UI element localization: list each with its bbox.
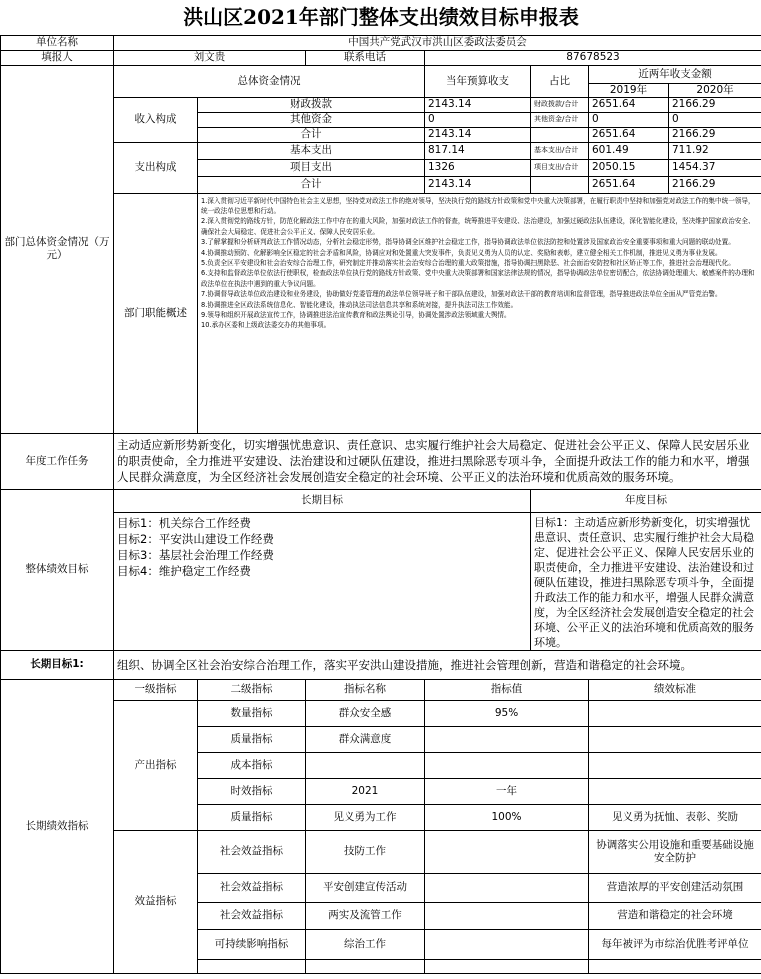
expense-ratio: 基本支出/合计: [531, 142, 589, 159]
expense-budget: 817.14: [425, 142, 531, 159]
long-goal-list: [114, 512, 531, 650]
page-title: 洪山区2021年部门整体支出绩效目标申报表: [1, 0, 761, 35]
indicator-value: [425, 830, 589, 873]
output-indicator-label: 产出指标: [114, 700, 198, 830]
indicators-section-label: 长期绩效指标: [1, 679, 114, 973]
year-goal-text: 目标1：主动适应新形势新变化，切实增强忧患意识、责任意识、忠实履行维护社会大局稳定、促进社会公平正义、保障人民安居乐业的职责使命，全力推进平安建设、法治建设和过硬队伍建设，推进扫黑除恶专项斗争，全面提升政法工作的能力和水平，增强人民群众满意度，为全区经济社会发展创造安全稳定的社会环境、公平正义的法治环境和优质高效的服务环境。: [531, 512, 761, 650]
indicator-level2: 成本指标: [198, 752, 306, 778]
indicator-header-level2: 二级指标: [198, 679, 306, 700]
indicator-standard: 每年被评为市综治优胜考评单位: [589, 929, 761, 959]
unit-value: 中国共产党武汉市洪山区委政法委员会: [114, 35, 761, 50]
funds-section-label: 部门总体资金情况（万元）: [1, 65, 114, 433]
income-name: 财政拨款: [198, 97, 425, 112]
funds-header-budget: 当年预算收支: [425, 65, 531, 97]
income-2020: 0: [669, 112, 761, 127]
indicator-standard: 营造浓厚的平安创建活动氛围: [589, 873, 761, 902]
duty-item: 1.深入贯彻习近平新时代中国特色社会主义思想，坚持党对政法工作的绝对领导，坚决执行党的路线方针政策和党中央重大决策部署，在履行职责中坚持和加强党对政法工作的集中统一领导，统一政法单位思想和行动。: [201, 196, 755, 215]
long-goal1-text: 组织、协调全区社会治安综合治理工作，落实平安洪山建设措施，推进社会管理创新，营造和谐稳定的社会环境。: [114, 650, 761, 679]
funds-header-overall: 总体资金情况: [114, 65, 425, 97]
indicator-name: 技防工作: [306, 830, 425, 873]
indicator-name: [306, 959, 425, 973]
income-2020: 2166.29: [669, 97, 761, 112]
overall-goal-label: 整体绩效目标: [1, 489, 114, 650]
expense-budget: 2143.14: [425, 176, 531, 193]
expense-budget: 1326: [425, 159, 531, 176]
duty-item: 6.支持和监督政法单位依法行使职权，检查政法单位执行党的路线方针政策、党中央重大决策部署和国家法律法规的情况，指导协调政法单位密切配合，依法协调处理重大、敏感案件的办理和政法单位在执法中遇到的重大争议问题。: [201, 269, 755, 288]
income-2019: 2651.64: [589, 97, 669, 112]
expense-2019: 2651.64: [589, 176, 669, 193]
indicator-value: [425, 902, 589, 929]
expense-name: 基本支出: [198, 142, 425, 159]
indicator-name: 2021: [306, 778, 425, 804]
indicator-level2: [198, 959, 306, 973]
indicator-value: 100%: [425, 804, 589, 830]
indicator-value: [425, 873, 589, 902]
duty-item: 5.负责全区平安建设和社会治安综合治理工作，研究制定并推动落实社会治安综合治理的重大政策措施，指导协调扫黑除恶、社会面治安防控和社区矫正等工作，推进社会治理现代化。: [201, 258, 735, 267]
indicator-name: 两实及流管工作: [306, 902, 425, 929]
income-2020: 2166.29: [669, 127, 761, 142]
indicator-value: [425, 752, 589, 778]
annual-task-label: 年度工作任务: [1, 433, 114, 489]
indicator-level2: 社会效益指标: [198, 902, 306, 929]
long-goal1-label: 长期目标1:: [1, 650, 114, 679]
indicator-standard: [589, 959, 761, 973]
income-budget: 2143.14: [425, 97, 531, 112]
phone-label: 联系电话: [306, 50, 425, 65]
income-ratio: 其他资金/合计: [531, 112, 589, 127]
income-2019: 0: [589, 112, 669, 127]
long-goal-header: 长期目标: [114, 489, 531, 512]
indicator-standard: [589, 700, 761, 726]
long-goal-item: 目标1：机关综合工作经费: [117, 515, 251, 530]
indicator-level2: 可持续影响指标: [198, 929, 306, 959]
indicator-name: [306, 752, 425, 778]
indicator-standard: 协调落实公用设施和重要基础设施安全防护: [589, 830, 761, 873]
expense-ratio: [531, 176, 589, 193]
phone-value: 87678523: [425, 50, 761, 65]
income-label: 收入构成: [114, 97, 198, 142]
duty-item: 10.承办区委和上级政法委交办的其他事项。: [201, 321, 331, 330]
indicator-level2: 质量指标: [198, 804, 306, 830]
indicator-name: 平安创建宣传活动: [306, 873, 425, 902]
indicator-name: 群众安全感: [306, 700, 425, 726]
expense-2019: 601.49: [589, 142, 669, 159]
indicator-header-name: 指标名称: [306, 679, 425, 700]
indicator-standard: [589, 726, 761, 752]
indicator-name: 见义勇为工作: [306, 804, 425, 830]
filler-name: 刘文贵: [114, 50, 306, 65]
indicator-level2: 社会效益指标: [198, 873, 306, 902]
income-name: 合计: [198, 127, 425, 142]
expense-2020: 711.92: [669, 142, 761, 159]
expense-label: 支出构成: [114, 142, 198, 193]
indicator-name: 综治工作: [306, 929, 425, 959]
expense-2020: 1454.37: [669, 159, 761, 176]
indicator-header-level1: 一级指标: [114, 679, 198, 700]
income-2019: 2651.64: [589, 127, 669, 142]
expense-ratio: 项目支出/合计: [531, 159, 589, 176]
income-budget: 2143.14: [425, 127, 531, 142]
indicator-header-value: 指标值: [425, 679, 589, 700]
indicator-header-standard: 绩效标准: [589, 679, 761, 700]
indicator-standard: [589, 778, 761, 804]
indicator-value: [425, 726, 589, 752]
unit-label: 单位名称: [1, 35, 114, 50]
income-ratio: [531, 127, 589, 142]
income-ratio: 财政拨款/合计: [531, 97, 589, 112]
funds-header-2019: 2019年: [589, 83, 669, 97]
indicator-standard: 营造和谐稳定的社会环境: [589, 902, 761, 929]
income-name: 其他资金: [198, 112, 425, 127]
duty-item: 3.了解掌握和分析研判政法工作情况动态，分析社会稳定形势，指导协调全区维护社会稳定工作，指导协调政法单位依法防控和处置涉及国家政治安全重要事项和重大问题的联动处置。: [201, 238, 735, 247]
expense-2019: 2050.15: [589, 159, 669, 176]
long-goal-item: 目标3：基层社会治理工作经费: [117, 547, 274, 562]
annual-task-text: 主动适应新形势新变化，切实增强忧患意识、责任意识、忠实履行维护社会大局稳定、促进社会公平正义、保障人民安居乐业的职责使命，全力推进平安建设、法治建设和过硬队伍建设，推进扫黑除恶专项斗争，全面提升政法工作的能力和水平，增强人民群众满意度，为全区经济社会发展创造安全稳定的社会环境、公平正义的法治环境和优质高效的服务环境。: [114, 433, 761, 489]
long-goal-item: 目标2：平安洪山建设工作经费: [117, 531, 274, 546]
indicator-name: 群众满意度: [306, 726, 425, 752]
indicator-level2: 质量指标: [198, 726, 306, 752]
income-budget: 0: [425, 112, 531, 127]
funds-header-ratio: 占比: [531, 65, 589, 97]
indicator-standard: [589, 752, 761, 778]
duty-item: 7.协调督导政法单位政治建设和业务建设，协助做好党委管理的政法单位领导班子和干部队伍建设，加强对政法干部的教育培训和监督管理，指导推进政法单位全面从严管党治警。: [201, 290, 722, 299]
indicator-standard: 见义勇为抚恤、表彰、奖励: [589, 804, 761, 830]
funds-header-2020: 2020年: [669, 83, 761, 97]
funds-header-recent: 近两年收支金额: [589, 65, 761, 83]
duty-item: 9.领导和组织开展政法宣传工作，协调推进法治宣传教育和政法舆论引导，协调处置涉政法领域重大舆情。: [201, 310, 511, 319]
expense-name: 项目支出: [198, 159, 425, 176]
long-goal-item: 目标4：维护稳定工作经费: [117, 563, 251, 578]
indicator-value: [425, 959, 589, 973]
indicator-value: 一年: [425, 778, 589, 804]
duty-item: 8.协调推进全区政法系统信息化、智能化建设，推动执法司法信息共享和系统对接，提升执法司法工作效能。: [201, 300, 518, 309]
indicator-value: 95%: [425, 700, 589, 726]
filler-label: 填报人: [1, 50, 114, 65]
effect-indicator-label: 效益指标: [114, 830, 198, 973]
indicator-level2: 数量指标: [198, 700, 306, 726]
indicator-value: [425, 929, 589, 959]
duties-label: 部门职能概述: [114, 193, 198, 433]
expense-name: 合计: [198, 176, 425, 193]
indicator-level2: 社会效益指标: [198, 830, 306, 873]
indicator-level2: 时效指标: [198, 778, 306, 804]
duty-item: 4.协调推动预防、化解影响全区稳定的社会矛盾和风险，协调应对和处置重大突发事件，负责见义勇为人员的认定、奖励和表彰，建立健全相关工作机制，推进见义勇为事业发展。: [201, 248, 722, 257]
expense-2020: 2166.29: [669, 176, 761, 193]
year-goal-header: 年度目标: [531, 489, 761, 512]
duties-text: [198, 193, 761, 433]
duty-item: 2.深入贯彻党的路线方针，防范化解政法工作中存在的重大风险，加强对政法工作的督查，统筹推进平安建设、法治建设，加强过硬政法队伍建设，深化智能化建设，坚决维护国家政治安全、确保社会大局稳定、促进社会公平正义、保障人民安居乐业。: [201, 217, 755, 236]
